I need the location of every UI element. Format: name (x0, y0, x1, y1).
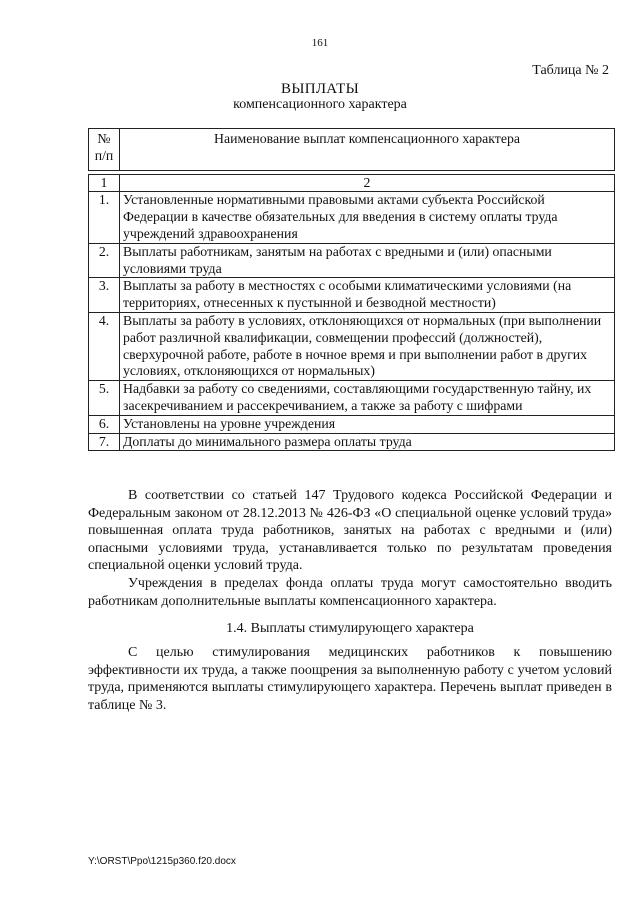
row-text: Доплаты до минимального размера оплаты труда (120, 433, 615, 451)
paragraph-article-147: В соответствии со статьей 147 Трудового кодекса Российской Федерации и Федеральным законом от 28.12.2013 № 426-ФЗ «О специальной оценке условий труда» повышенная оплата труда работников, занятых на работах с вредными и (или) опасными условиями труда, устанавливается только по результатам проведения специальной оценки условий труда. (88, 488, 612, 573)
row-number: 3. (89, 278, 120, 313)
row-text: Выплаты работникам, занятым на работах с вредными и (или) опасными условиями труда (120, 243, 615, 278)
page-title: ВЫПЛАТЫ (281, 81, 359, 97)
row-number: 5. (89, 381, 120, 416)
table-index-row (89, 174, 615, 192)
table-label: Таблица № 2 (532, 63, 609, 78)
row-number: 4. (89, 312, 120, 380)
section-heading: 1.4. Выплаты стимулирующего характера (226, 621, 474, 636)
row-text: Надбавки за работу со сведениями, составляющими государственную тайну, их засекречиванием и рассекречиванием, а также за работу с шифрами (120, 381, 615, 416)
table-row (89, 415, 615, 433)
index-cell: 2 (120, 174, 615, 192)
row-text: Выплаты за работу в местностях с особыми климатическими условиями (на территориях, отнесенных к пустынной и безводной местности) (120, 278, 615, 313)
row-text: Выплаты за работу в условиях, отклоняющихся от нормальных (при выполнении работ различной квалификации, совмещении профессий (должностей), сверхурочной работе, работе в ночное время и при выполнении работ в других условиях, отклоняющихся от нормальных) (120, 312, 615, 380)
header-number: № п/п (89, 129, 120, 171)
row-text: Установленные нормативными правовыми актами субъекта Российской Федерации в качестве обязательных для введения в систему оплаты труда учреждений здравоохранения (120, 192, 615, 243)
table-row (89, 312, 615, 380)
row-number: 6. (89, 415, 120, 433)
row-number: 2. (89, 243, 120, 278)
page-number: 161 (311, 37, 329, 49)
paragraph-additional-payments: Учреждения в пределах фонда оплаты труда могут самостоятельно вводить работникам дополнительные выплаты компенсационного характера. (88, 576, 612, 609)
table-row (89, 278, 615, 313)
table-header-row (89, 129, 615, 171)
index-cell: 1 (89, 174, 120, 192)
table-row (89, 243, 615, 278)
table-row (89, 381, 615, 416)
table-row (89, 192, 615, 243)
footer-file-path: Y:\ORST\Ppo\1215p360.f20.docx (88, 856, 236, 867)
row-number: 1. (89, 192, 120, 243)
row-number: 7. (89, 433, 120, 451)
paragraph-stimulating-payments: С целью стимулирования медицинских работников к повышению эффективности их труда, а также поощрения за выполненную работу с учетом условий труда, применяются выплаты стимулирующего характера. Перечень выплат приведен в таблице № 3. (88, 645, 612, 713)
table-row (89, 433, 615, 451)
row-text: Установлены на уровне учреждения (120, 415, 615, 433)
page-subtitle: компенсационного характера (233, 97, 407, 112)
compensation-payments-table (88, 128, 615, 451)
header-payment-name: Наименование выплат компенсационного характера (120, 129, 615, 171)
